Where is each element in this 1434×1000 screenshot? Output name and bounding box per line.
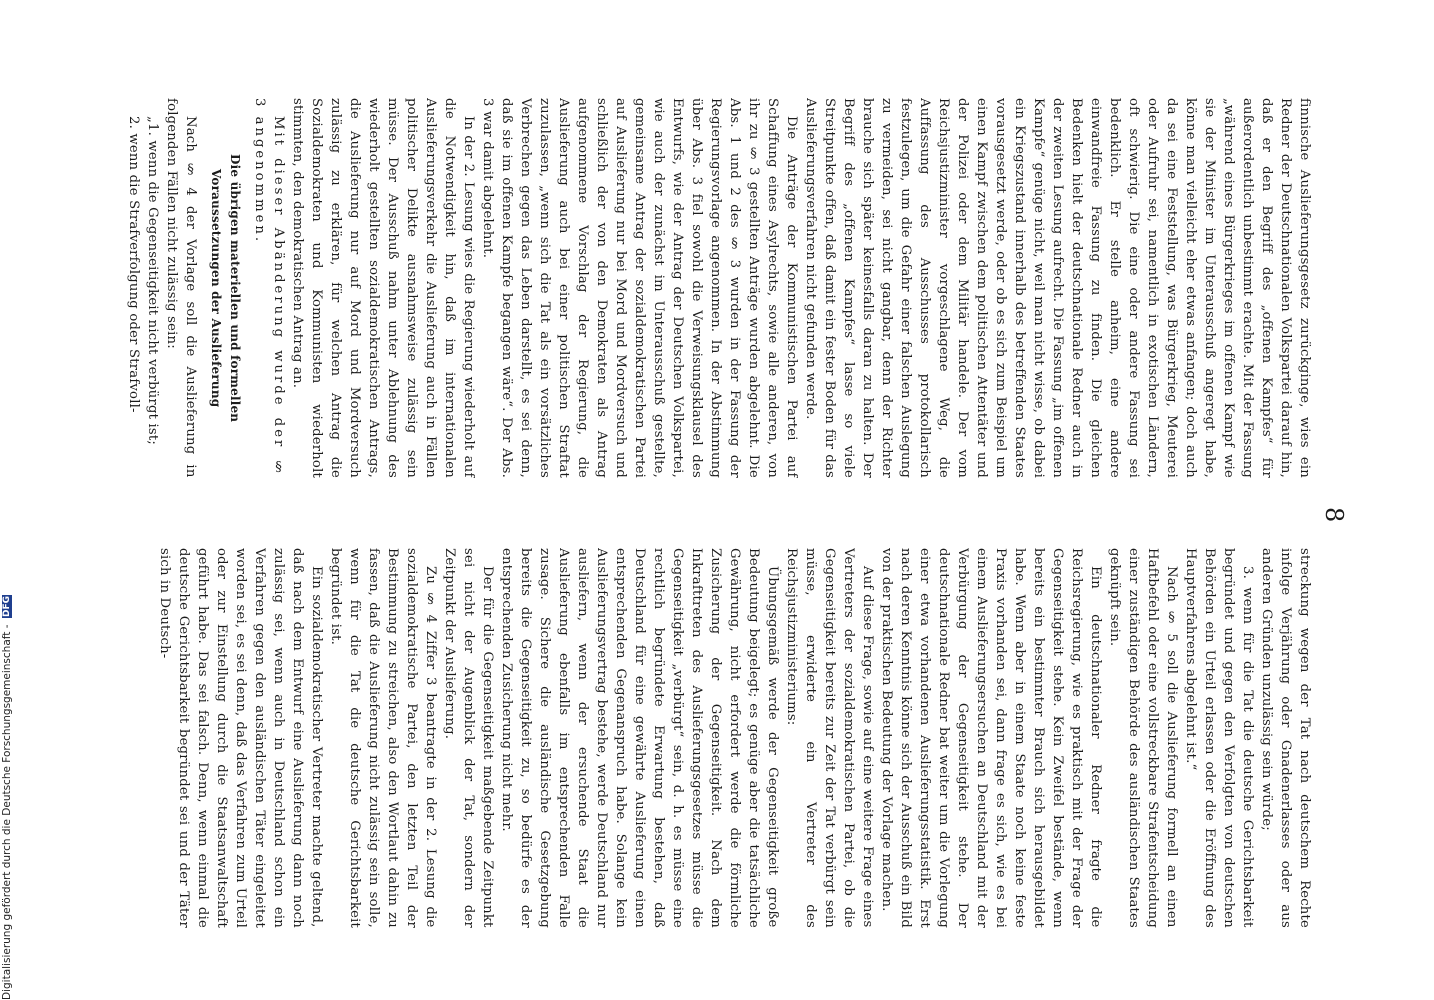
paragraph: Mit dieser Abänderung wurde der § 3 angenommen.	[252, 98, 286, 478]
page-number: 8	[1320, 507, 1348, 523]
footer-text: Digitalisierung gefördert durch die Deutsche Forschungsgemeinschaft -	[1, 624, 13, 1000]
column-top	[92, 98, 1314, 478]
paragraph: Zu § 4 Ziffer 3 beantragte in der 2. Lesung die sozialdemokratische Partei, den letzten Teil der Bestimmung zu streichen, also den Wortlaut dahin zu fassen, daß die Auslieferung nicht zulässig sein solle, wenn für die Tat die deutsche Gerichtsbarkeit begründet ist.	[328, 548, 438, 928]
paragraph: In der 2. Lesung wies die Regierung wiederholt auf die Notwendigkeit hin, daß im internationalen Auslieferungsverkehr die Auslieferung auch in Fällen politischer Delikte ausnahmsweise zulässig sein müsse. Der Ausschuß nahm unter Ablehnung des wiederholt gestellten sozialdemokratischen Antrags, die Auslieferung nur auf Mord und Mordversuch zulässig zu erklären, für welchen Antrag die Sozialdemokraten und Kommunisten wiederholt stimmten, den demokratischen Antrag an.	[290, 98, 476, 478]
list-item: „1. wenn die Gegenseitigkeit nicht verbürgt ist;	[145, 116, 160, 446]
paragraph: streckung wegen der Tat nach deutschem Rechte infolge Verjährung oder Gnadenerlasses oder aus anderen Gründen unzulässig sein würde;	[1259, 548, 1312, 928]
dfg-logo: DFG	[2, 596, 12, 618]
list-item: 3. wenn für die Tat die deutsche Gerichtsbarkeit begründet und gegen den Verfolgten von deutschen Behörden ein Urteil erlassen oder die Eröffnung des Hauptverfahrens abgelehnt ist.“	[1183, 548, 1255, 928]
list-item: 2. wenn die Strafverfolgung oder Strafvoll-	[126, 116, 141, 414]
section-heading: Die übrigen materiellen und formellen Voraussetzungen der Auslieferung	[209, 153, 242, 423]
paragraph: Auf diese Frage, sowie auf eine weitere Frage eines Vertreters der sozialdemokratischen Partei, ob die Gegenseitigkeit bereits zur Zeit der Tat verbürgt sein müsse, erwiderte ein Vertreter des Reichsjustizministeriums:	[784, 548, 875, 928]
paragraph: Nach § 5 soll die Auslieferung formell an einen Haftbefehl oder eine vollstreckbare Strafentscheidung einer zuständigen Behörde des ausländischen Staates geknüpft sein.	[1107, 548, 1179, 928]
digitization-footer	[0, 0, 14, 1000]
paragraph: Ein sozialdemokratischer Vertreter machte geltend, daß nach dem Entwurf eine Auslieferung dann noch zulässig sei, wenn auch in Deutschland schon ein Verfahren gegen den ausländischen Täter eingeleitet worden sei, es sei denn, daß das Verfahren zum Urteil oder zur Einstellung durch die Staatsanwaltschaft geführt habe. Das sei falsch. Denn, wenn einmal die deutsche Gerichtsbarkeit begründet sei und der Täter sich in Deutsch-	[157, 548, 324, 928]
paragraph: Der für die Gegenseitigkeit maßgebende Zeitpunkt sei nicht der Augenblick der Tat, sondern der Zeitpunkt der Auslieferung.	[442, 548, 495, 928]
paragraph: Übungsgemäß werde der Gegenseitigkeit große Bedeutung beigelegt; es genüge aber die tatsächliche Gewährung, nicht erfordert werde die förmliche Zusicherung der Gegenseitigkeit. Nach dem Inkrafttreten des Auslieferungsgesetzes müsse die Gegenseitigkeit „verbürgt“ sein, d. h. es müsse eine rechtlich begründete Erwartung bestehen, daß Deutschland für eine gewährte Auslieferung einen entsprechenden Gegenanspruch habe. Solange kein Auslieferungsvertrag bestehe, werde Deutschland nur ausliefern, wenn der ersuchende Staat die Auslieferung ebenfalls im entsprechenden Falle zusage. Sichere die ausländische Gesetzgebung bereits die Gegenseitigkeit zu, so bedürfe es der entsprechenden Zusicherung nicht mehr.	[499, 548, 780, 928]
paragraph: Nach § 4 der Vorlage soll die Auslieferung in folgenden Fällen nicht zulässig sein:	[164, 98, 198, 478]
paragraph: finnische Auslieferungsgesetz zurückginge, wies ein Redner der Deutschnationalen Volkspartei darauf hin, daß er den Begriff des „offenen Kampfes“ für außerordentlich unbestimmt erachte. Mit der Fassung „während eines Bürgerkrieges im offenen Kampf wie sie der Minister im Unterausschuß angeregt habe, könne man vielleicht eher etwas anfangen; doch auch da sei eine Feststellung, was Bürgerkrieg, Meuterei oder Aufruhr sei, namentlich in exotischen Ländern, oft schwierig. Die eine oder andere Fassung sei bedenklich. Er stelle anheim, eine andere einwandfreie Fassung zu finden. Die gleichen Bedenken hielt der deutschnationale Redner auch in der zweiten Lesung aufrecht. Die Fassung „im offenen Kampfe“ genüge nicht, weil man nicht wisse, ob dabei ein Kriegszustand innerhalb des betreffenden Staates vorausgesetzt werde, oder ob es sich zum Beispiel um einen Kampf zwischen dem politischen Attentäter und der Polizei oder dem Militär handele. Der vom Reichsjustizminister vorgeschlagene Weg, die Auffassung des Ausschusses protokollarisch festzulegen, um die Gefahr einer falschen Auslegung zu vermeiden, sei nicht gangbar, denn der Richter brauche sich später keinesfalls daran zu halten. Der Begriff des „offenen Kampfes“ lasse so viele Streitpunkte offen, daß damit ein fester Boden für das Auslieferungsverfahren nicht gefunden werde.	[803, 98, 1312, 478]
paragraph: Die Anträge der Kommunistischen Partei auf Schaffung eines Asylrechts, sowie alle anderen, von ihr zu § 3 gestellten Anträge wurden abgelehnt. Die Abs. 1 und 2 des § 3 wurden in der Fassung der Regierungsvorlage angenommen. In der Abstimmung über Abs. 3 fiel sowohl die Verweisungsklausel des Entwurfs, wie der Antrag der Deutschen Volkspartei, wie auch der zunächst im Unterausschuß gestellte, gemeinsame Antrag der sozialdemokratischen Partei auf Auslieferung nur bei Mord und Mordversuch und schließlich der von den Demokraten als Antrag aufgenommene Vorschlag der Regierung, die Auslieferung auch bei einer politischen Straftat zuzulassen, „wenn sich die Tat als ein vorsätzliches Verbrechen gegen das Leben darstellt, es sei denn, daß sie im offenen Kampfe begangen wäre“. Der Abs. 3 war damit abgelehnt.	[480, 98, 799, 478]
column-bottom	[92, 548, 1314, 928]
paragraph: Ein deutschnationaler Redner fragte die Reichsregierung, wie es praktisch mit der Frage der Gegenseitigkeit stehe. Kein Zweifel bestände, wenn bereits ein bestimmter Brauch sich herausgebildet habe. Wenn aber in einem Staate noch keine feste Praxis vorhanden sei, dann frage es sich, wie es bei einem Auslieferungsersuchen an Deutschland mit der Verbürgung der Gegenseitigkeit stehe. Der deutschnationale Redner bat weiter um die Vorlegung einer etwa vorhandenen Auslieferungsstatistik. Erst nach deren Kenntnis könne sich der Ausschuß ein Bild von der praktischen Bedeutung der Vorlage machen.	[879, 548, 1103, 928]
